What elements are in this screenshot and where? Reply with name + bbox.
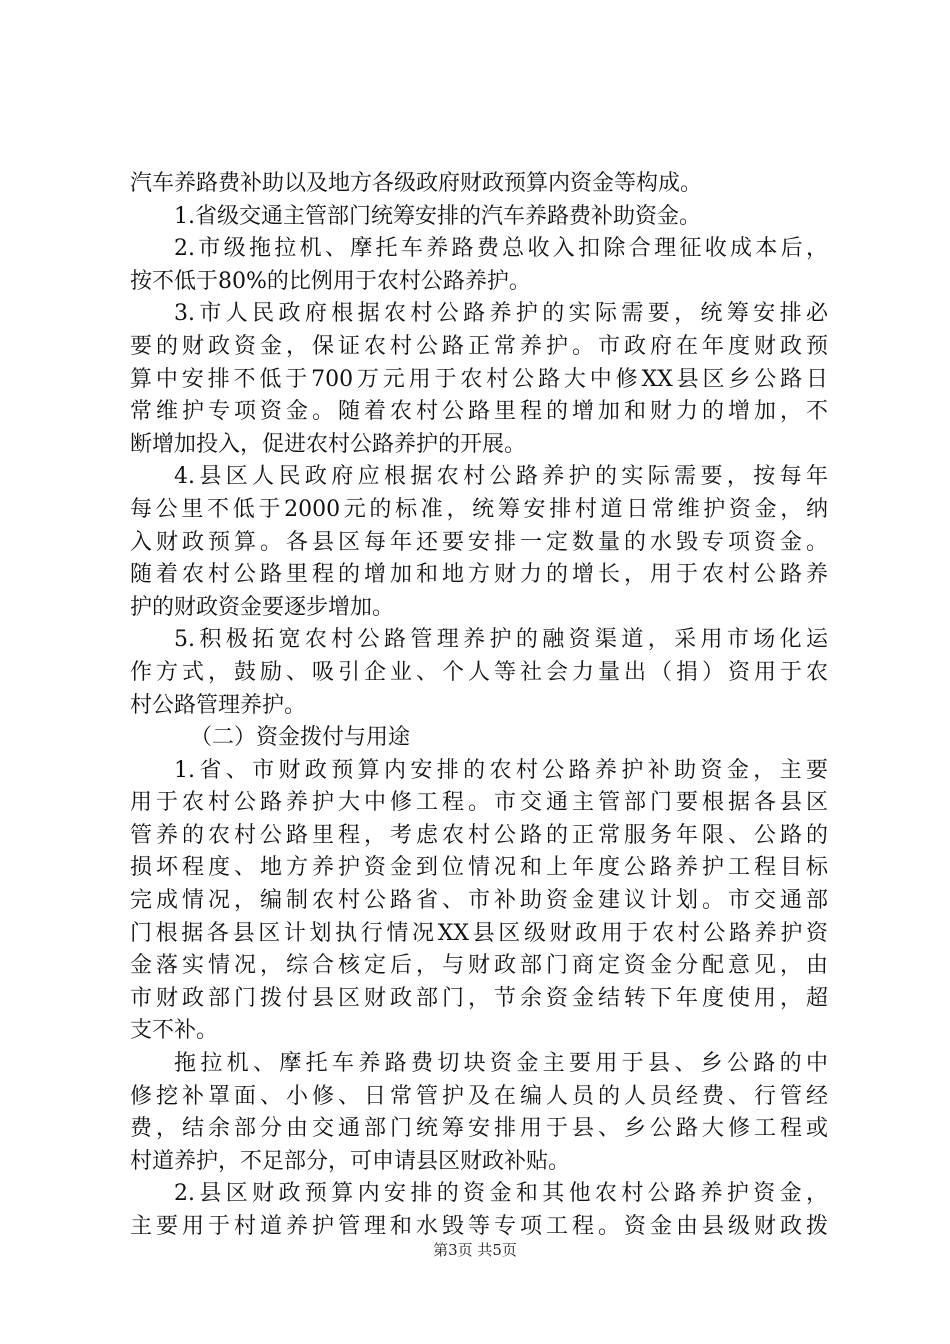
- text-line: 2.县区财政预算内安排的资金和其他农村公路养护资金，: [174, 1181, 828, 1207]
- text-line: 入财政预算。各县区每年还要安排一定数量的水毁专项资金。: [130, 529, 828, 555]
- text-line: 1.省级交通主管部门统筹安排的汽车养路费补助资金。: [174, 203, 701, 229]
- text-line: 作方式，鼓励、吸引企业、个人等社会力量出（捐）资用于农: [130, 659, 828, 685]
- text-line: 护的财政资金要逐步增加。: [130, 594, 395, 620]
- text-line: 5.积极拓宽农村公路管理养护的融资渠道，采用市场化运: [174, 627, 828, 653]
- text-line: 门根据各县区计划执行情况XX县区级财政用于农村公路养护资: [130, 920, 828, 946]
- text-line: 断增加投入，促进农村公路养护的开展。: [130, 431, 527, 457]
- text-line: 随着农村公路里程的增加和地方财力的增长，用于农村公路养: [130, 562, 828, 588]
- text-line: 支不补。: [130, 1018, 219, 1044]
- text-line: 市财政部门拨付县区财政部门，节余资金结转下年度使用，超: [130, 985, 828, 1011]
- text-line: 汽车养路费补助以及地方各级政府财政预算内资金等构成。: [130, 171, 703, 196]
- text-line: 村道养护，不足部分，可申请县区财政补贴。: [130, 1148, 571, 1174]
- text-line: 完成情况，编制农村公路省、市补助资金建议计划。市交通部: [130, 888, 828, 914]
- text-line: 主要用于村道养护管理和水毁等专项工程。资金由县级财政拨: [130, 1214, 828, 1239]
- text-line: 用于农村公路养护大中修工程。市交通主管部门要根据各县区: [130, 790, 828, 816]
- text-line: 拖拉机、摩托车养路费切块资金主要用于县、乡公路的中: [174, 1051, 828, 1077]
- text-line: 费，结余部分由交通部门统筹安排用于县、乡公路大修工程或: [130, 1116, 828, 1142]
- text-line: 常维护专项资金。随着农村公路里程的增加和财力的增加，不: [130, 399, 828, 425]
- text-line: 损坏程度、地方养护资金到位情况和上年度公路养护工程目标: [130, 855, 828, 881]
- text-line: （二）资金拨付与用途: [190, 725, 411, 751]
- text-line: 修挖补罩面、小修、日常管护及在编人员的人员经费、行管经: [130, 1083, 828, 1109]
- text-line: 村公路管理养护。: [130, 692, 307, 718]
- text-line: 2.市级拖拉机、摩托车养路费总收入扣除合理征收成本后，: [174, 236, 828, 262]
- text-line: 每公里不低于2000元的标准，统筹安排村道日常维护资金，纳: [130, 496, 828, 522]
- text-line: 要的财政资金，保证农村公路正常养护。市政府在年度财政预: [130, 333, 828, 359]
- text-line: 金落实情况，综合核定后，与财政部门商定资金分配意见，由: [130, 953, 828, 979]
- document-body: [130, 168, 828, 1244]
- text-line: 4.县区人民政府应根据农村公路养护的实际需要，按每年: [174, 464, 828, 490]
- text-line: 管养的农村公路里程，考虑农村公路的正常服务年限、公路的: [130, 822, 828, 848]
- text-line: 1.省、市财政预算内安排的农村公路养护补助资金，主要: [174, 757, 828, 783]
- page-footer: 第3页 共5页: [433, 1241, 517, 1259]
- text-line: 算中安排不低于700万元用于农村公路大中修XX县区乡公路日: [130, 366, 828, 392]
- text-line: 按不低于80%的比例用于农村公路养护。: [130, 268, 531, 294]
- text-line: 3.市人民政府根据农村公路养护的实际需要，统筹安排必: [174, 301, 828, 327]
